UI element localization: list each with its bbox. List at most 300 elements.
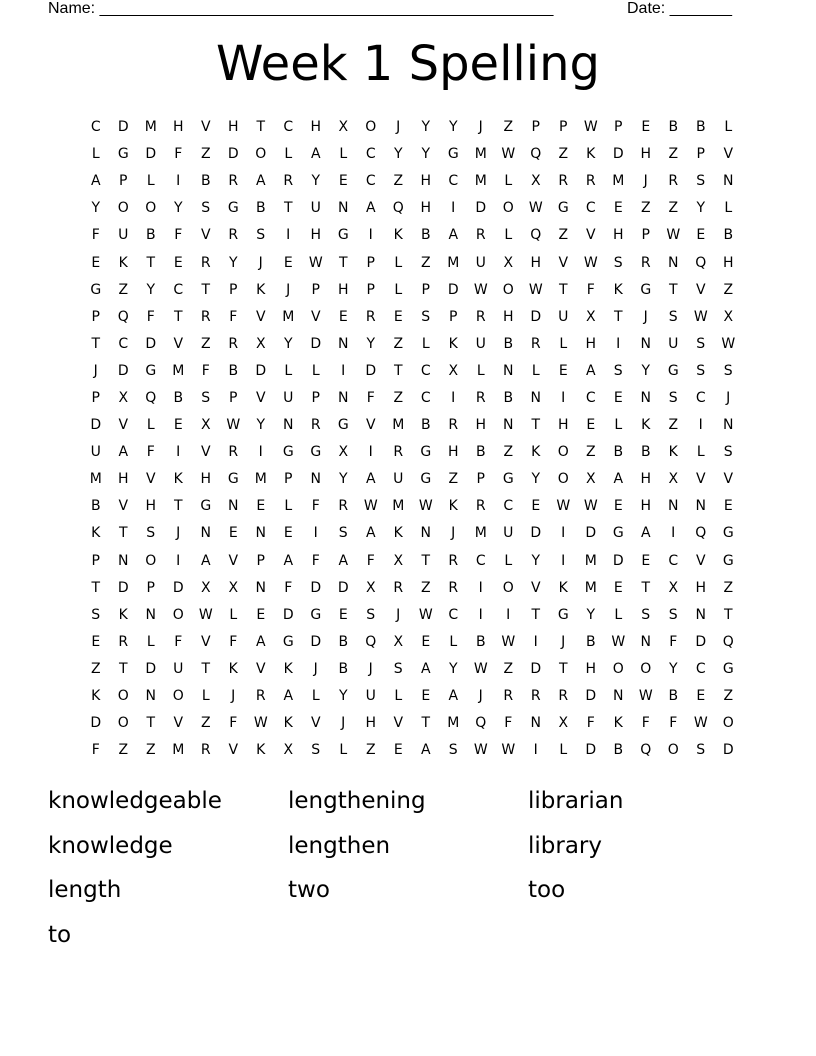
grid-letter: T [558,281,568,298]
grid-letter: L [311,688,320,705]
grid-letter: P [91,308,100,325]
grid-letter: T [256,119,266,136]
grid-letter: W [583,119,598,136]
grid-letter: G [200,498,212,515]
word-list [48,779,768,957]
grid-letter: T [91,579,101,596]
grid-letter: Z [723,579,734,596]
grid-letter: T [421,552,431,569]
grid-letter: V [118,498,129,515]
grid-letter: R [475,227,486,244]
grid-letter: N [640,389,651,406]
grid-letter: R [558,173,569,190]
grid-letter: O [145,552,157,569]
word-list-item: knowledgeable [48,788,222,815]
grid-letter: G [722,660,734,677]
grid-letter: E [421,633,431,650]
grid-letter: R [558,688,569,705]
grid-letter: V [310,308,321,325]
grid-letter: J [258,254,263,271]
grid-letter: K [641,417,651,434]
grid-letter: V [695,471,706,488]
grid-letter: H [640,146,652,163]
grid-letter: J [313,660,318,677]
grid-letter: V [310,715,321,732]
grid-letter: G [310,606,322,623]
grid-letter: K [173,471,183,488]
grid-letter: N [338,335,349,352]
grid-letter: G [447,146,459,163]
grid-letter: G [502,471,514,488]
grid-letter: D [695,633,707,650]
grid-letter: S [201,200,211,217]
grid-letter: W [501,742,516,759]
grid-letter: M [144,119,157,136]
grid-letter: V [365,417,376,434]
grid-letter: E [641,119,651,136]
grid-letter: D [255,362,267,379]
grid-letter: V [228,552,239,569]
grid-letter: W [666,227,681,244]
grid-letter: H [722,254,734,271]
grid-letter: R [668,173,679,190]
grid-letter: J [643,308,648,325]
word-list-item: lengthen [288,832,391,859]
grid-letter: D [227,146,239,163]
grid-letter: N [145,688,156,705]
grid-letter: Y [586,606,596,623]
grid-row [82,520,742,547]
grid-letter: X [585,308,596,325]
grid-letter: L [146,173,155,190]
grid-letter: G [227,200,239,217]
grid-letter: I [506,606,511,623]
grid-letter: X [393,633,404,650]
grid-letter: G [227,471,239,488]
grid-letter: C [585,389,596,406]
grid-letter: K [668,444,678,461]
grid-letter: Q [365,633,377,650]
grid-letter: M [612,173,625,190]
grid-row [82,575,742,602]
grid-letter: V [200,633,211,650]
grid-letter: T [118,525,128,542]
grid-letter: F [586,281,595,298]
grid-letter: Y [696,200,706,217]
grid-letter: B [503,335,514,352]
word-list-item: lengthening [288,788,426,815]
grid-letter: L [311,362,320,379]
grid-row [82,385,742,412]
grid-letter: R [393,579,404,596]
grid-letter: R [475,308,486,325]
grid-letter: N [503,417,514,434]
grid-letter: V [255,660,266,677]
grid-letter: P [614,119,623,136]
grid-letter: W [253,715,268,732]
grid-letter: V [255,308,266,325]
word-list-item: knowledge [48,832,173,859]
grid-letter: D [722,742,734,759]
grid-letter: I [176,173,181,190]
grid-letter: F [366,552,375,569]
grid-row [82,602,742,629]
grid-letter: E [283,254,293,271]
grid-letter: W [693,715,708,732]
grid-letter: D [117,362,129,379]
grid-letter: H [447,444,459,461]
grid-letter: V [530,579,541,596]
grid-letter: Z [420,579,431,596]
grid-letter: O [172,606,184,623]
grid-letter: P [311,281,320,298]
grid-letter: M [254,471,267,488]
grid-letter: Y [668,660,678,677]
grid-letter: T [118,660,128,677]
grid-letter: N [668,254,679,271]
grid-letter: E [696,688,706,705]
grid-letter: A [613,471,624,488]
grid-letter: R [118,633,129,650]
grid-letter: P [531,119,540,136]
grid-letter: K [91,688,101,705]
grid-letter: V [228,742,239,759]
grid-letter: S [668,606,678,623]
grid-letter: D [90,417,102,434]
grid-letter: L [394,254,403,271]
grid-letter: F [641,715,650,732]
grid-letter: K [586,146,596,163]
word-list-row [48,779,768,824]
grid-letter: H [172,119,184,136]
grid-letter: G [722,525,734,542]
grid-letter: E [421,688,431,705]
grid-letter: N [255,579,266,596]
grid-letter: G [557,606,569,623]
grid-letter: N [420,525,431,542]
grid-letter: E [613,579,623,596]
grid-letter: D [530,525,542,542]
grid-letter: U [90,444,101,461]
grid-letter: E [338,308,348,325]
grid-letter: K [283,660,293,677]
grid-letter: D [310,335,322,352]
grid-letter: R [255,688,266,705]
grid-letter: E [558,362,568,379]
grid-letter: L [284,362,293,379]
grid-letter: M [474,173,487,190]
grid-letter: Z [668,200,679,217]
grid-letter: M [584,579,597,596]
grid-letter: X [228,579,239,596]
grid-letter: R [530,335,541,352]
grid-letter: V [695,552,706,569]
page-title: Week 1 Spelling [216,36,600,92]
grid-letter: W [556,498,571,515]
grid-letter: E [228,525,238,542]
grid-letter: G [145,362,157,379]
grid-letter: K [256,742,266,759]
grid-letter: G [420,444,432,461]
grid-letter: T [668,281,678,298]
grid-letter: W [473,660,488,677]
word-list-item: too [528,877,566,904]
grid-letter: D [310,633,322,650]
grid-letter: I [451,200,456,217]
grid-letter: N [145,606,156,623]
grid-row [82,114,742,141]
grid-letter: D [365,362,377,379]
grid-letter: R [228,227,239,244]
grid-row [82,710,742,737]
grid-letter: Z [118,281,129,298]
grid-letter: K [283,715,293,732]
grid-letter: Y [283,335,293,352]
grid-letter: W [363,498,378,515]
grid-letter: L [229,606,238,623]
grid-letter: Y [91,200,101,217]
grid-letter: W [418,606,433,623]
grid-letter: G [337,417,349,434]
grid-letter: X [530,173,541,190]
grid-letter: C [503,498,514,515]
grid-letter: K [393,227,403,244]
grid-letter: Z [558,146,569,163]
grid-letter: S [696,362,706,379]
grid-letter: Z [503,119,514,136]
grid-letter: N [723,173,734,190]
grid-letter: J [451,525,456,542]
grid-letter: D [585,525,597,542]
grid-letter: H [365,715,377,732]
grid-letter: Z [365,742,376,759]
grid-letter: D [585,742,597,759]
grid-letter: I [671,525,676,542]
grid-letter: T [173,498,183,515]
grid-letter: F [174,227,183,244]
grid-letter: E [338,606,348,623]
grid-letter: N [695,606,706,623]
grid-letter: B [695,119,706,136]
grid-letter: L [146,417,155,434]
grid-letter: L [504,227,513,244]
grid-letter: O [145,200,157,217]
grid-letter: H [117,471,129,488]
grid-letter: H [310,119,322,136]
grid-letter: V [173,335,184,352]
grid-letter: Z [723,688,734,705]
grid-letter: G [612,525,624,542]
grid-letter: F [504,715,513,732]
grid-letter: I [478,606,483,623]
grid-letter: R [200,308,211,325]
grid-letter: N [503,362,514,379]
grid-letter: R [393,444,404,461]
grid-letter: Q [475,715,487,732]
grid-letter: J [478,688,483,705]
grid-row [82,277,742,304]
grid-letter: A [365,525,376,542]
grid-letter: I [533,742,538,759]
grid-letter: T [91,335,101,352]
grid-letter: J [561,633,566,650]
grid-letter: M [89,471,102,488]
grid-letter: V [200,227,211,244]
grid-letter: N [255,525,266,542]
grid-letter: N [530,389,541,406]
grid-letter: D [612,552,624,569]
grid-letter: Z [448,471,459,488]
grid-letter: Z [420,254,431,271]
grid-letter: L [614,417,623,434]
grid-letter: D [117,119,129,136]
grid-letter: W [528,281,543,298]
grid-letter: D [172,579,184,596]
grid-letter: H [585,335,597,352]
grid-letter: G [117,146,129,163]
grid-letter: I [176,444,181,461]
grid-letter: J [726,389,731,406]
grid-letter: O [502,281,514,298]
grid-letter: Z [585,444,596,461]
grid-letter: C [173,281,184,298]
grid-letter: W [693,308,708,325]
grid-letter: C [448,606,459,623]
grid-letter: L [449,633,458,650]
grid-letter: H [585,660,597,677]
grid-letter: X [118,389,129,406]
grid-letter: H [310,227,322,244]
grid-letter: Y [531,552,541,569]
grid-letter: D [475,200,487,217]
grid-letter: V [255,389,266,406]
grid-letter: L [339,742,348,759]
grid-letter: J [396,119,401,136]
grid-letter: N [668,498,679,515]
grid-letter: Z [200,715,211,732]
grid-letter: U [118,227,129,244]
grid-row [82,548,742,575]
grid-letter: D [117,579,129,596]
grid-letter: H [530,254,542,271]
grid-letter: A [365,471,376,488]
grid-letter: I [451,389,456,406]
grid-letter: Y [256,417,266,434]
word-list-item: length [48,877,122,904]
grid-letter: A [365,200,376,217]
grid-letter: W [721,335,736,352]
grid-letter: D [282,606,294,623]
grid-letter: X [200,579,211,596]
grid-letter: D [447,281,459,298]
grid-letter: T [201,660,211,677]
grid-letter: J [341,715,346,732]
grid-letter: S [613,362,623,379]
grid-letter: D [145,146,157,163]
grid-letter: K [393,525,403,542]
grid-letter: T [531,606,541,623]
grid-letter: I [313,525,318,542]
word-list-row [48,868,768,913]
grid-letter: C [90,119,101,136]
grid-letter: I [286,227,291,244]
grid-letter: M [447,715,460,732]
grid-letter: S [723,444,733,461]
grid-letter: I [258,444,263,461]
grid-letter: T [173,308,183,325]
grid-letter: K [118,254,128,271]
grid-letter: J [176,525,181,542]
grid-letter: J [286,281,291,298]
grid-letter: Z [393,173,404,190]
grid-letter: V [393,715,404,732]
grid-letter: P [229,281,238,298]
grid-letter: D [530,308,542,325]
grid-letter: Z [200,146,211,163]
grid-letter: L [284,498,293,515]
grid-letter: M [282,308,295,325]
grid-row [82,493,742,520]
date-label: Date: _______ [627,0,732,17]
grid-letter: Y [311,173,321,190]
grid-letter: D [90,715,102,732]
grid-letter: S [448,742,458,759]
grid-letter: B [668,119,679,136]
grid-letter: X [668,471,679,488]
grid-letter: B [338,660,349,677]
grid-letter: O [365,119,377,136]
grid-letter: Z [503,444,514,461]
grid-letter: M [474,146,487,163]
grid-letter: P [91,552,100,569]
grid-letter: Y [173,200,183,217]
grid-letter: E [91,633,101,650]
grid-row [82,629,742,656]
grid-letter: Y [531,471,541,488]
grid-letter: S [91,606,101,623]
grid-letter: X [585,471,596,488]
grid-letter: J [93,362,98,379]
grid-letter: N [530,715,541,732]
grid-letter: I [368,444,373,461]
grid-letter: F [366,389,375,406]
grid-row [82,304,742,331]
grid-letter: L [531,362,540,379]
grid-letter: V [723,471,734,488]
grid-letter: N [640,335,651,352]
grid-letter: C [365,173,376,190]
grid-letter: H [145,498,157,515]
grid-letter: C [448,173,459,190]
grid-letter: R [448,579,459,596]
grid-letter: H [612,227,624,244]
grid-letter: Y [641,362,651,379]
grid-letter: A [448,688,459,705]
grid-letter: L [504,173,513,190]
grid-letter: F [311,552,320,569]
grid-letter: B [228,362,239,379]
grid-letter: X [503,254,514,271]
grid-letter: E [586,417,596,434]
grid-letter: U [283,389,294,406]
grid-letter: O [117,688,129,705]
grid-letter: F [201,362,210,379]
grid-letter: Q [722,633,734,650]
grid-letter: S [641,606,651,623]
grid-letter: H [640,498,652,515]
grid-letter: C [585,200,596,217]
grid-letter: L [724,119,733,136]
